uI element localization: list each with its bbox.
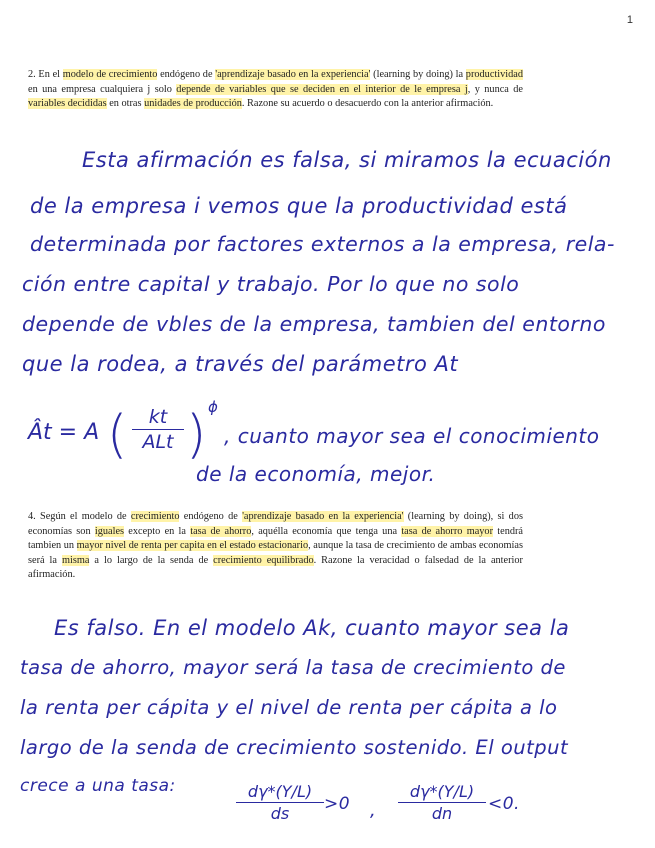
derivative-population-denominator: dn — [431, 804, 453, 823]
highlighted-text: mayor nivel de renta per capita en el estado estacionario — [76, 540, 309, 552]
question-text-segment: , aquélla economía que tenga una — [251, 525, 402, 537]
derivative-population-numerator: dγ*(Y/L) — [409, 782, 475, 801]
derivative-savings — [236, 782, 324, 823]
equation-paren-open: ( — [107, 405, 128, 465]
equation-denominator: ALt — [142, 431, 174, 453]
answer-4-line: tasa de ahorro, mayor será la tasa de crecimiento de — [20, 656, 566, 679]
question-text-segment: en una empresa cualquiera j solo — [28, 83, 177, 95]
derivative-population-sign: <0. — [488, 794, 520, 814]
question-text-segment: . Razone su acuerdo o desacuerdo con la anterior afirmación. — [241, 98, 494, 110]
answer-2-line: determinada por factores externos a la empresa, rela- — [30, 232, 615, 256]
highlighted-text: productividad — [465, 69, 523, 80]
question-text-segment: , aunque la tasa de crecimiento de ambas economías será la — [28, 540, 523, 566]
question-text-segment: endógeno de — [157, 69, 216, 80]
highlighted-text: 'aprendizaje basado en la experiencia' — [215, 69, 371, 80]
equation-paren-close: ) — [186, 405, 207, 465]
highlighted-text: unidades de producción — [144, 98, 242, 110]
question-4-text — [28, 510, 523, 583]
equation-exponent: ϕ — [208, 398, 218, 416]
page-number: 1 — [626, 14, 633, 26]
highlighted-text: crecimiento equilibrado — [213, 554, 314, 566]
question-text-segment: 4. Según el modelo de — [28, 511, 131, 522]
highlighted-text: crecimiento — [130, 511, 180, 522]
answer-4-line: la renta per cápita y el nivel de renta per cápita a lo — [20, 696, 558, 719]
highlighted-text: modelo de crecimiento — [62, 69, 158, 80]
derivative-savings-denominator: ds — [270, 804, 290, 823]
highlighted-text: iguales — [94, 525, 125, 537]
derivative-savings-numerator: dγ*(Y/L) — [247, 782, 313, 801]
answer-2-line: ción entre capital y trabajo. Por lo que no solo — [22, 272, 520, 296]
equation-fraction — [132, 406, 184, 453]
highlighted-text: depende de variables que se deciden en el interior de le empresa j — [176, 83, 468, 95]
question-text-segment: (learning by doing) la — [370, 69, 466, 80]
answer-4-line: largo de la senda de crecimiento sostenido. El output — [20, 736, 569, 759]
highlighted-text: misma — [61, 554, 90, 566]
question-2-text — [28, 68, 523, 112]
answer-2-line: depende de vbles de la empresa, tambien del entorno — [22, 312, 606, 336]
highlighted-text: variables decididas — [28, 98, 107, 110]
question-text-segment: a lo largo de la senda de — [89, 554, 214, 566]
highlighted-text: tasa de ahorro mayor — [401, 525, 493, 537]
question-text-segment: , y nunca de — [467, 83, 523, 95]
answer-2-line: que la rodea, a través del parámetro At — [22, 352, 459, 376]
question-text-segment: (learning by doing), si dos economías son — [28, 511, 523, 537]
question-text-segment: endógeno de — [179, 511, 243, 522]
equation-explanation: , cuanto mayor sea el conocimiento — [224, 424, 600, 448]
derivative-separator: , — [370, 800, 377, 821]
answer-2-line: de la empresa i vemos que la productividad está — [30, 194, 568, 218]
question-text-segment: excepto en la — [124, 525, 191, 537]
question-text-segment: tendrá tambien un — [28, 525, 523, 552]
equation-numerator: kt — [148, 406, 168, 428]
question-text-segment: en otras — [106, 98, 145, 110]
answer-4-line: Es falso. En el modelo Ak, cuanto mayor sea la — [54, 616, 570, 640]
question-text-segment: 2. En el — [28, 69, 63, 80]
derivative-population — [398, 782, 486, 823]
highlighted-text: tasa de ahorro — [190, 525, 252, 537]
highlighted-text: 'aprendizaje basado en la experiencia' — [242, 511, 404, 522]
answer-2-line: Esta afirmación es falsa, si miramos la ecuación — [82, 148, 612, 172]
derivative-savings-sign: >0 — [324, 794, 351, 814]
equation-lhs: Ât = A — [28, 420, 100, 445]
equation-explanation-2: de la economía, mejor. — [196, 462, 436, 486]
question-text-segment: . Razone la veracidad o falsedad de la anterior afirmación. — [28, 554, 523, 581]
answer-4-line: crece a una tasa: — [20, 776, 176, 796]
